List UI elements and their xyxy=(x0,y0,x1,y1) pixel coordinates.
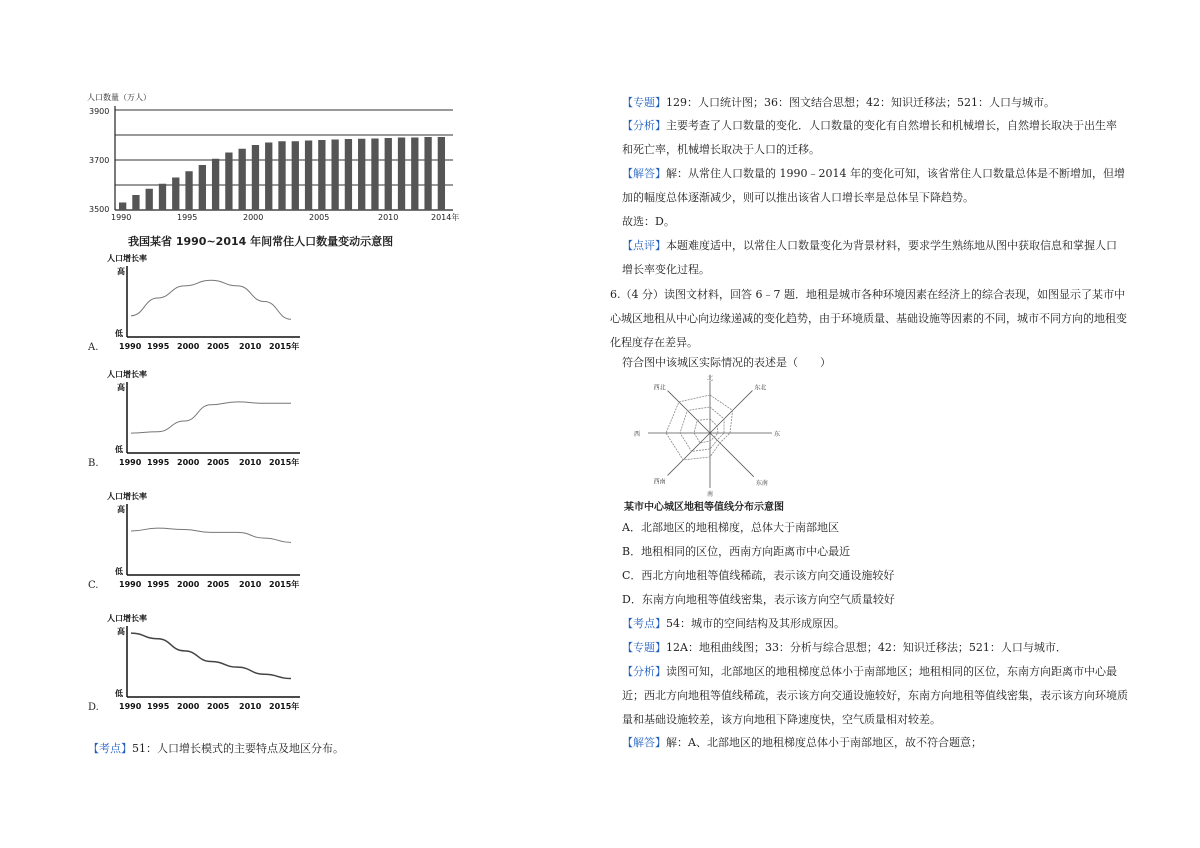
q6-option-b: B．地租相同的区位，西南方向距离市中心最近 xyxy=(622,545,851,558)
q6-zhuanti xyxy=(622,640,1067,656)
tag-zhuanti-2: 【专题】 xyxy=(622,641,666,654)
option-xtick: 2000 xyxy=(177,580,200,589)
bar-2001 xyxy=(265,143,272,211)
bar-1996 xyxy=(199,165,206,210)
q6-fenxi xyxy=(622,660,1130,732)
option-chart-c xyxy=(85,490,315,605)
kaodian-text-2: 54：城市的空间结构及其形成原因。 xyxy=(666,617,845,630)
q6-jieda xyxy=(622,735,982,751)
radar-dir-label: 东 xyxy=(774,431,781,438)
q6-option-a: A．北部地区的地租梯度，总体大于南部地区 xyxy=(622,521,839,534)
option-xtick: 2015年 xyxy=(269,342,300,351)
option-letter-d: D. xyxy=(88,702,99,713)
bar-ytick-3500: 3500 xyxy=(89,205,110,214)
bar-1998 xyxy=(225,153,232,211)
bar-1994 xyxy=(172,178,179,211)
option-chart-b xyxy=(85,368,315,483)
radar-dir-label: 东南 xyxy=(755,479,768,487)
bar-chart-caption: 我国某省 1990~2014 年间常住人口数量变动示意图 xyxy=(128,235,394,248)
option-chart-a xyxy=(85,252,315,367)
bar-xtick-2010: 2010 xyxy=(378,213,399,222)
option-xtick: 2005 xyxy=(207,342,230,351)
option-xtick: 2000 xyxy=(177,342,200,351)
option-trend-line xyxy=(131,280,291,319)
bar-2007 xyxy=(345,139,352,210)
option-xtick: 2015年 xyxy=(269,580,300,589)
fenxi-text: 主要考查了人口数量的变化．人口数量的变化有自然增长和机械增长，自然增长取决于出生率和死亡率，机械增长取决于人口的迁移。 xyxy=(622,119,1117,156)
bar-2003 xyxy=(292,141,299,210)
fenxi-text-2: 读图可知，北部地区的地租梯度总体小于南部地区；地租相同的区位，东南方向距离市中心最近；西北方向地租等值线稀疏，表示该方向交通设施较好，东南方向地租等值线密集，表示该方向环境质量和基础设施较差，该方向地租下降速度快，空气质量相对较差。 xyxy=(622,665,1128,726)
option-letter-a: A. xyxy=(88,342,99,353)
radar-dir-label: 西南 xyxy=(653,478,666,486)
option-ylabel: 人口增长率 xyxy=(107,370,147,379)
jieda-text: 解：从常住人口数量的 1990﹣2014 年的变化可知，该省常住人口数量总体是不断增加，但增加的幅度总体逐渐减少，则可以推出该省人口增长率是总体呈下降趋势。 xyxy=(622,167,1125,204)
option-xtick: 2005 xyxy=(207,458,230,467)
q5-answer: 故选：D。 xyxy=(622,215,675,228)
option-xtick: 2010 xyxy=(239,702,262,711)
option-high: 高 xyxy=(117,383,125,392)
option-xtick: 2015年 xyxy=(269,702,300,711)
tag-kaodian-2: 【考点】 xyxy=(622,617,666,630)
bar-2006 xyxy=(331,140,338,211)
option-trend-line xyxy=(131,633,291,678)
option-ylabel: 人口增长率 xyxy=(107,614,147,623)
option-xtick: 1990 xyxy=(119,580,142,589)
option-xtick: 2010 xyxy=(239,342,262,351)
bar-xtick-2014: 2014年 xyxy=(431,213,460,222)
bar-2005 xyxy=(318,140,325,210)
bar-chart-ylabel: 人口数量（万人） xyxy=(87,93,151,102)
zhuanti-text: 129：人口统计图；36：图文结合思想；42：知识迁移法；521：人口与城市。 xyxy=(666,96,1055,109)
option-low: 低 xyxy=(115,445,123,454)
kaodian-text: 51：人口增长模式的主要特点及地区分布。 xyxy=(132,742,344,755)
option-low: 低 xyxy=(115,689,123,698)
q6-option-c: C．西北方向地租等值线稀疏，表示该方向交通设施较好 xyxy=(622,569,895,582)
option-xtick: 1990 xyxy=(119,702,142,711)
bar-2002 xyxy=(278,141,285,210)
q5-fenxi xyxy=(622,114,1127,162)
rent-contour-diagram xyxy=(634,375,790,500)
option-xtick: 2005 xyxy=(207,580,230,589)
option-xtick: 2010 xyxy=(239,580,262,589)
option-high: 高 xyxy=(117,627,125,636)
bar-2008 xyxy=(358,139,365,210)
bar-xtick-1995: 1995 xyxy=(177,213,198,222)
option-xtick: 1995 xyxy=(147,458,170,467)
q5-zhuanti xyxy=(622,95,1055,111)
option-letter-c: C. xyxy=(88,580,99,591)
radar-dir-label: 北 xyxy=(707,375,714,382)
dianping-text: 本题难度适中，以常住人口数量变化为背景材料，要求学生熟练地从图中获取信息和掌握人口增长率变化过程。 xyxy=(622,239,1117,276)
population-bar-chart xyxy=(85,88,465,253)
radar-axis xyxy=(710,391,752,433)
bar-1999 xyxy=(239,149,246,210)
option-chart-d xyxy=(85,612,315,727)
radar-dir-label: 西北 xyxy=(653,384,666,392)
option-xtick: 2000 xyxy=(177,458,200,467)
option-xtick: 1990 xyxy=(119,458,142,467)
option-low: 低 xyxy=(115,567,123,576)
option-low: 低 xyxy=(115,329,123,338)
bar-1991 xyxy=(132,195,139,210)
bar-xtick-2000: 2000 xyxy=(243,213,264,222)
option-xtick: 2000 xyxy=(177,702,200,711)
bar-2013 xyxy=(424,137,431,210)
tag-zhuanti: 【专题】 xyxy=(622,96,666,109)
option-high: 高 xyxy=(117,505,125,514)
bar-1990 xyxy=(119,203,126,211)
tag-dianping: 【点评】 xyxy=(622,239,666,252)
radar-dir-label: 西 xyxy=(634,431,641,438)
left-kaodian xyxy=(88,741,344,757)
option-ylabel: 人口增长率 xyxy=(107,254,147,263)
option-trend-line xyxy=(131,402,291,433)
option-xtick: 1990 xyxy=(119,342,142,351)
option-trend-line xyxy=(131,528,291,542)
option-xtick: 1995 xyxy=(147,580,170,589)
bar-1997 xyxy=(212,159,219,210)
bar-2009 xyxy=(371,139,378,211)
q6-kaodian xyxy=(622,616,845,632)
tag-fenxi-2: 【分析】 xyxy=(622,665,666,678)
q5-jieda xyxy=(622,162,1127,210)
radar-axis xyxy=(668,433,710,475)
bar-1992 xyxy=(146,189,153,210)
option-high: 高 xyxy=(117,267,125,276)
bar-ytick-3700: 3700 xyxy=(89,156,110,165)
tag-jieda: 【解答】 xyxy=(622,167,666,180)
bar-2011 xyxy=(398,138,405,211)
tag-fenxi: 【分析】 xyxy=(622,119,666,132)
option-xtick: 2015年 xyxy=(269,458,300,467)
option-xtick: 2010 xyxy=(239,458,262,467)
radar-dir-label: 南 xyxy=(707,491,714,498)
q6-stem: 6.（4 分）读图文材料，回答 6﹣7 题．地租是城市各种环境因素在经济上的综合表现，如图显示了某市中心城区地租从中心向边缘递减的变化趋势，由于环境质量、基础设施等因素的不同，城市不同方向的地租变化程度存在差异。 xyxy=(610,288,1127,349)
bar-2004 xyxy=(305,141,312,211)
radar-dir-label: 东北 xyxy=(754,384,767,392)
option-ylabel: 人口增长率 xyxy=(107,492,147,501)
option-letter-b: B. xyxy=(88,458,99,469)
bar-1995 xyxy=(185,171,192,210)
q6-ask: 符合图中该城区实际情况的表述是（ ） xyxy=(622,356,831,369)
option-xtick: 1995 xyxy=(147,342,170,351)
bar-1993 xyxy=(159,184,166,210)
radar-axis xyxy=(710,433,754,477)
q6-option-d: D．东南方向地租等值线密集，表示该方向空气质量较好 xyxy=(622,593,895,606)
option-xtick: 1995 xyxy=(147,702,170,711)
bar-ytick-3900: 3900 xyxy=(89,107,110,116)
radar-axis xyxy=(668,391,710,433)
radar-caption: 某市中心城区地租等值线分布示意图 xyxy=(624,502,784,513)
bar-2010 xyxy=(385,138,392,210)
radar-contour xyxy=(694,419,718,443)
bar-2000 xyxy=(252,145,259,210)
bar-2014 xyxy=(438,137,445,210)
tag-kaodian: 【考点】 xyxy=(88,742,132,755)
bar-2012 xyxy=(411,138,418,211)
bar-xtick-1990: 1990 xyxy=(111,213,132,222)
zhuanti-text-2: 12A：地租曲线图；33：分析与综合思想；42：知识迁移法；521：人口与城市． xyxy=(666,641,1067,654)
q5-dianping xyxy=(622,234,1127,282)
tag-jieda-2: 【解答】 xyxy=(622,736,666,749)
option-xtick: 2005 xyxy=(207,702,230,711)
bar-xtick-2005: 2005 xyxy=(309,213,330,222)
jieda-text-2: 解：A、北部地区的地租梯度总体小于南部地区，故不符合题意； xyxy=(666,736,982,749)
